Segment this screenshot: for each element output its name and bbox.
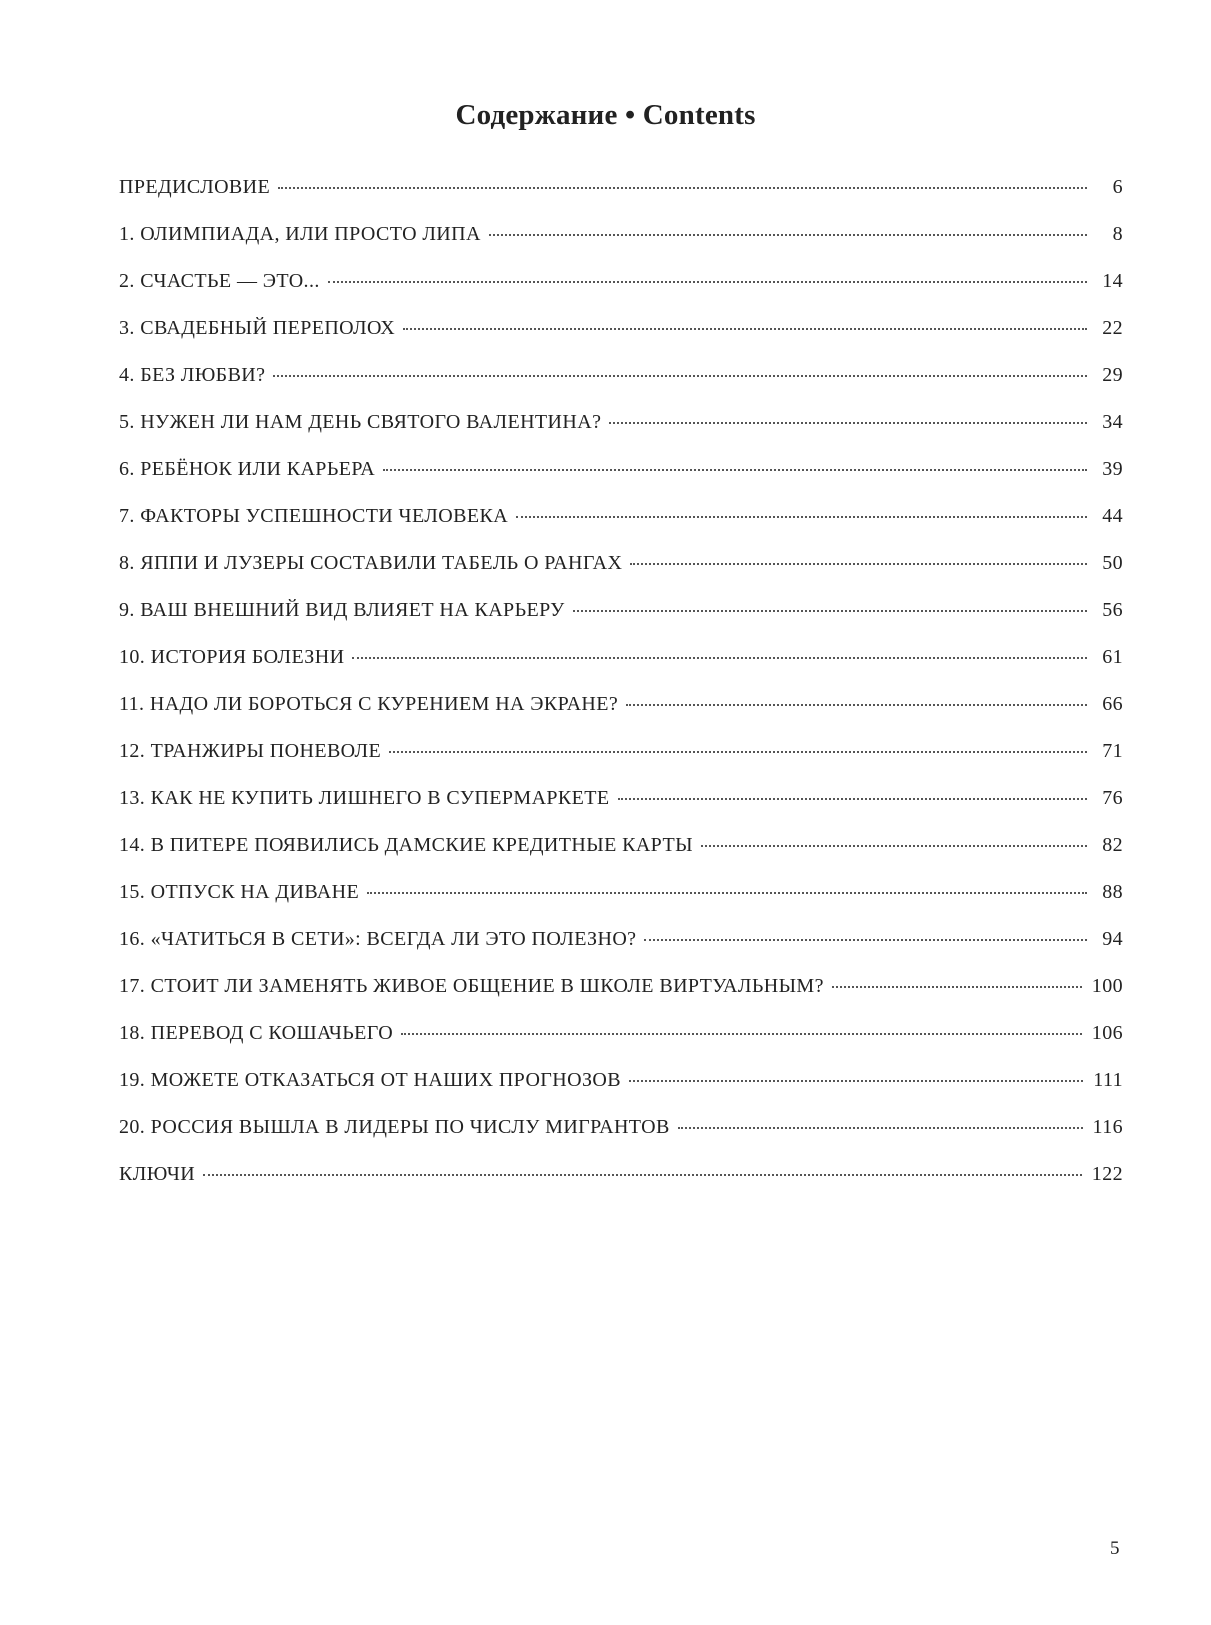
toc-entry-page: 76: [1102, 787, 1123, 809]
toc-entry-9[interactable]: [119, 599, 1123, 646]
toc-entry-page: 6: [1112, 176, 1123, 198]
toc-entry-title: 9. ВАШ ВНЕШНИЙ ВИД ВЛИЯЕТ НА КАРЬЕРУ: [119, 599, 565, 621]
toc-entry-title: 10. ИСТОРИЯ БОЛЕЗНИ: [119, 646, 345, 668]
toc-entry-page: 34: [1102, 411, 1123, 433]
toc-entry-page: 29: [1102, 364, 1123, 386]
toc-entry-title: 17. СТОИТ ЛИ ЗАМЕНЯТЬ ЖИВОЕ ОБЩЕНИЕ В ШКОЛЕ ВИРТУАЛЬНЫМ?: [119, 975, 824, 997]
toc-entry-page: 50: [1102, 552, 1123, 574]
dot-leader: [352, 657, 1087, 659]
toc-entry-page: 82: [1102, 834, 1123, 856]
toc-entry-page: 56: [1102, 599, 1123, 621]
dot-leader: [328, 281, 1087, 283]
toc-entry-17[interactable]: [119, 975, 1123, 1022]
dot-leader: [644, 939, 1087, 941]
toc-entry-11[interactable]: [119, 693, 1123, 740]
toc-entry-page: 116: [1092, 1116, 1123, 1138]
toc-entry-title: 3. СВАДЕБНЫЙ ПЕРЕПОЛОХ: [119, 317, 396, 339]
dot-leader: [203, 1174, 1082, 1176]
dot-leader: [678, 1127, 1083, 1129]
dot-leader: [489, 234, 1087, 236]
dot-leader: [832, 986, 1082, 988]
toc-entry-page: 8: [1112, 223, 1123, 245]
toc-entry-20[interactable]: [119, 1116, 1123, 1163]
toc-entry-15[interactable]: [119, 881, 1123, 928]
toc-entry-title: 5. НУЖЕН ЛИ НАМ ДЕНЬ СВЯТОГО ВАЛЕНТИНА?: [119, 411, 602, 433]
toc-entry-page: 106: [1091, 1022, 1123, 1044]
toc-entry-title: 18. ПЕРЕВОД С КОШАЧЬЕГО: [119, 1022, 394, 1044]
dot-leader: [383, 469, 1087, 471]
dot-leader: [573, 610, 1087, 612]
toc-entry-page: 88: [1102, 881, 1123, 903]
toc-entry-7[interactable]: [119, 505, 1123, 552]
toc-entry-page: 66: [1102, 693, 1123, 715]
toc-entry-page: 94: [1102, 928, 1123, 950]
dot-leader: [618, 798, 1087, 800]
dot-leader: [516, 516, 1087, 518]
toc-entry-page: 100: [1091, 975, 1123, 997]
toc-entry-keys[interactable]: [119, 1163, 1123, 1210]
toc-entry-14[interactable]: [119, 834, 1123, 881]
toc-entry-4[interactable]: [119, 364, 1123, 411]
toc-entry-19[interactable]: [119, 1069, 1123, 1116]
toc-entry-page: 44: [1102, 505, 1123, 527]
toc-entry-title: 19. МОЖЕТЕ ОТКАЗАТЬСЯ ОТ НАШИХ ПРОГНОЗОВ: [119, 1069, 621, 1091]
dot-leader: [389, 751, 1087, 753]
dot-leader: [630, 563, 1087, 565]
dot-leader: [629, 1080, 1083, 1082]
dot-leader: [403, 328, 1087, 330]
toc-entry-page: 122: [1091, 1163, 1123, 1185]
toc-entry-13[interactable]: [119, 787, 1123, 834]
toc-entry-page: 111: [1093, 1069, 1123, 1091]
toc-entry-page: 22: [1102, 317, 1123, 339]
toc-entry-title: 8. ЯППИ И ЛУЗЕРЫ СОСТАВИЛИ ТАБЕЛЬ О РАНГАХ: [119, 552, 623, 574]
toc-entry-title: 1. ОЛИМПИАДА, ИЛИ ПРОСТО ЛИПА: [119, 223, 481, 245]
toc-entry-title: 7. ФАКТОРЫ УСПЕШНОСТИ ЧЕЛОВЕКА: [119, 505, 509, 527]
toc-entry-page: 39: [1102, 458, 1123, 480]
dot-leader: [367, 892, 1087, 894]
toc-entry-1[interactable]: [119, 223, 1123, 270]
dot-leader: [278, 187, 1087, 189]
toc-entry-16[interactable]: [119, 928, 1123, 975]
toc-entry-title: 20. РОССИЯ ВЫШЛА В ЛИДЕРЫ ПО ЧИСЛУ МИГРАНТОВ: [119, 1116, 670, 1138]
toc-entry-5[interactable]: [119, 411, 1123, 458]
toc-entry-12[interactable]: [119, 740, 1123, 787]
toc-entry-10[interactable]: [119, 646, 1123, 693]
dot-leader: [273, 375, 1087, 377]
toc-entry-6[interactable]: [119, 458, 1123, 505]
page-title: Содержание • Contents: [455, 99, 756, 132]
toc-entry-title: 2. СЧАСТЬЕ — ЭТО...: [119, 270, 320, 292]
dot-leader: [701, 845, 1087, 847]
toc-entry-preface[interactable]: [119, 176, 1123, 223]
toc-entry-8[interactable]: [119, 552, 1123, 599]
toc-entry-title: 14. В ПИТЕРЕ ПОЯВИЛИСЬ ДАМСКИЕ КРЕДИТНЫЕ КАРТЫ: [119, 834, 693, 856]
toc-entry-18[interactable]: [119, 1022, 1123, 1069]
toc-entry-page: 14: [1102, 270, 1123, 292]
toc-entry-page: 61: [1102, 646, 1123, 668]
toc-entry-3[interactable]: [119, 317, 1123, 364]
toc-entry-title: 15. ОТПУСК НА ДИВАНЕ: [119, 881, 360, 903]
toc-entry-title: 12. ТРАНЖИРЫ ПОНЕВОЛЕ: [119, 740, 382, 762]
toc-entry-title: КЛЮЧИ: [119, 1163, 196, 1185]
dot-leader: [401, 1033, 1082, 1035]
page-number: 5: [1110, 1538, 1120, 1559]
toc-entry-title: ПРЕДИСЛОВИЕ: [119, 176, 271, 198]
dot-leader: [626, 704, 1087, 706]
toc-entry-page: 71: [1102, 740, 1123, 762]
toc-entry-2[interactable]: [119, 270, 1123, 317]
table-of-contents: [119, 176, 1123, 1210]
toc-entry-title: 6. РЕБЁНОК ИЛИ КАРЬЕРА: [119, 458, 376, 480]
toc-entry-title: 4. БЕЗ ЛЮБВИ?: [119, 364, 266, 386]
toc-entry-title: 11. НАДО ЛИ БОРОТЬСЯ С КУРЕНИЕМ НА ЭКРАНЕ?: [119, 693, 619, 715]
toc-entry-title: 16. «ЧАТИТЬСЯ В СЕТИ»: ВСЕГДА ЛИ ЭТО ПОЛЕЗНО?: [119, 928, 637, 950]
dot-leader: [609, 422, 1087, 424]
toc-entry-title: 13. КАК НЕ КУПИТЬ ЛИШНЕГО В СУПЕРМАРКЕТЕ: [119, 787, 610, 809]
